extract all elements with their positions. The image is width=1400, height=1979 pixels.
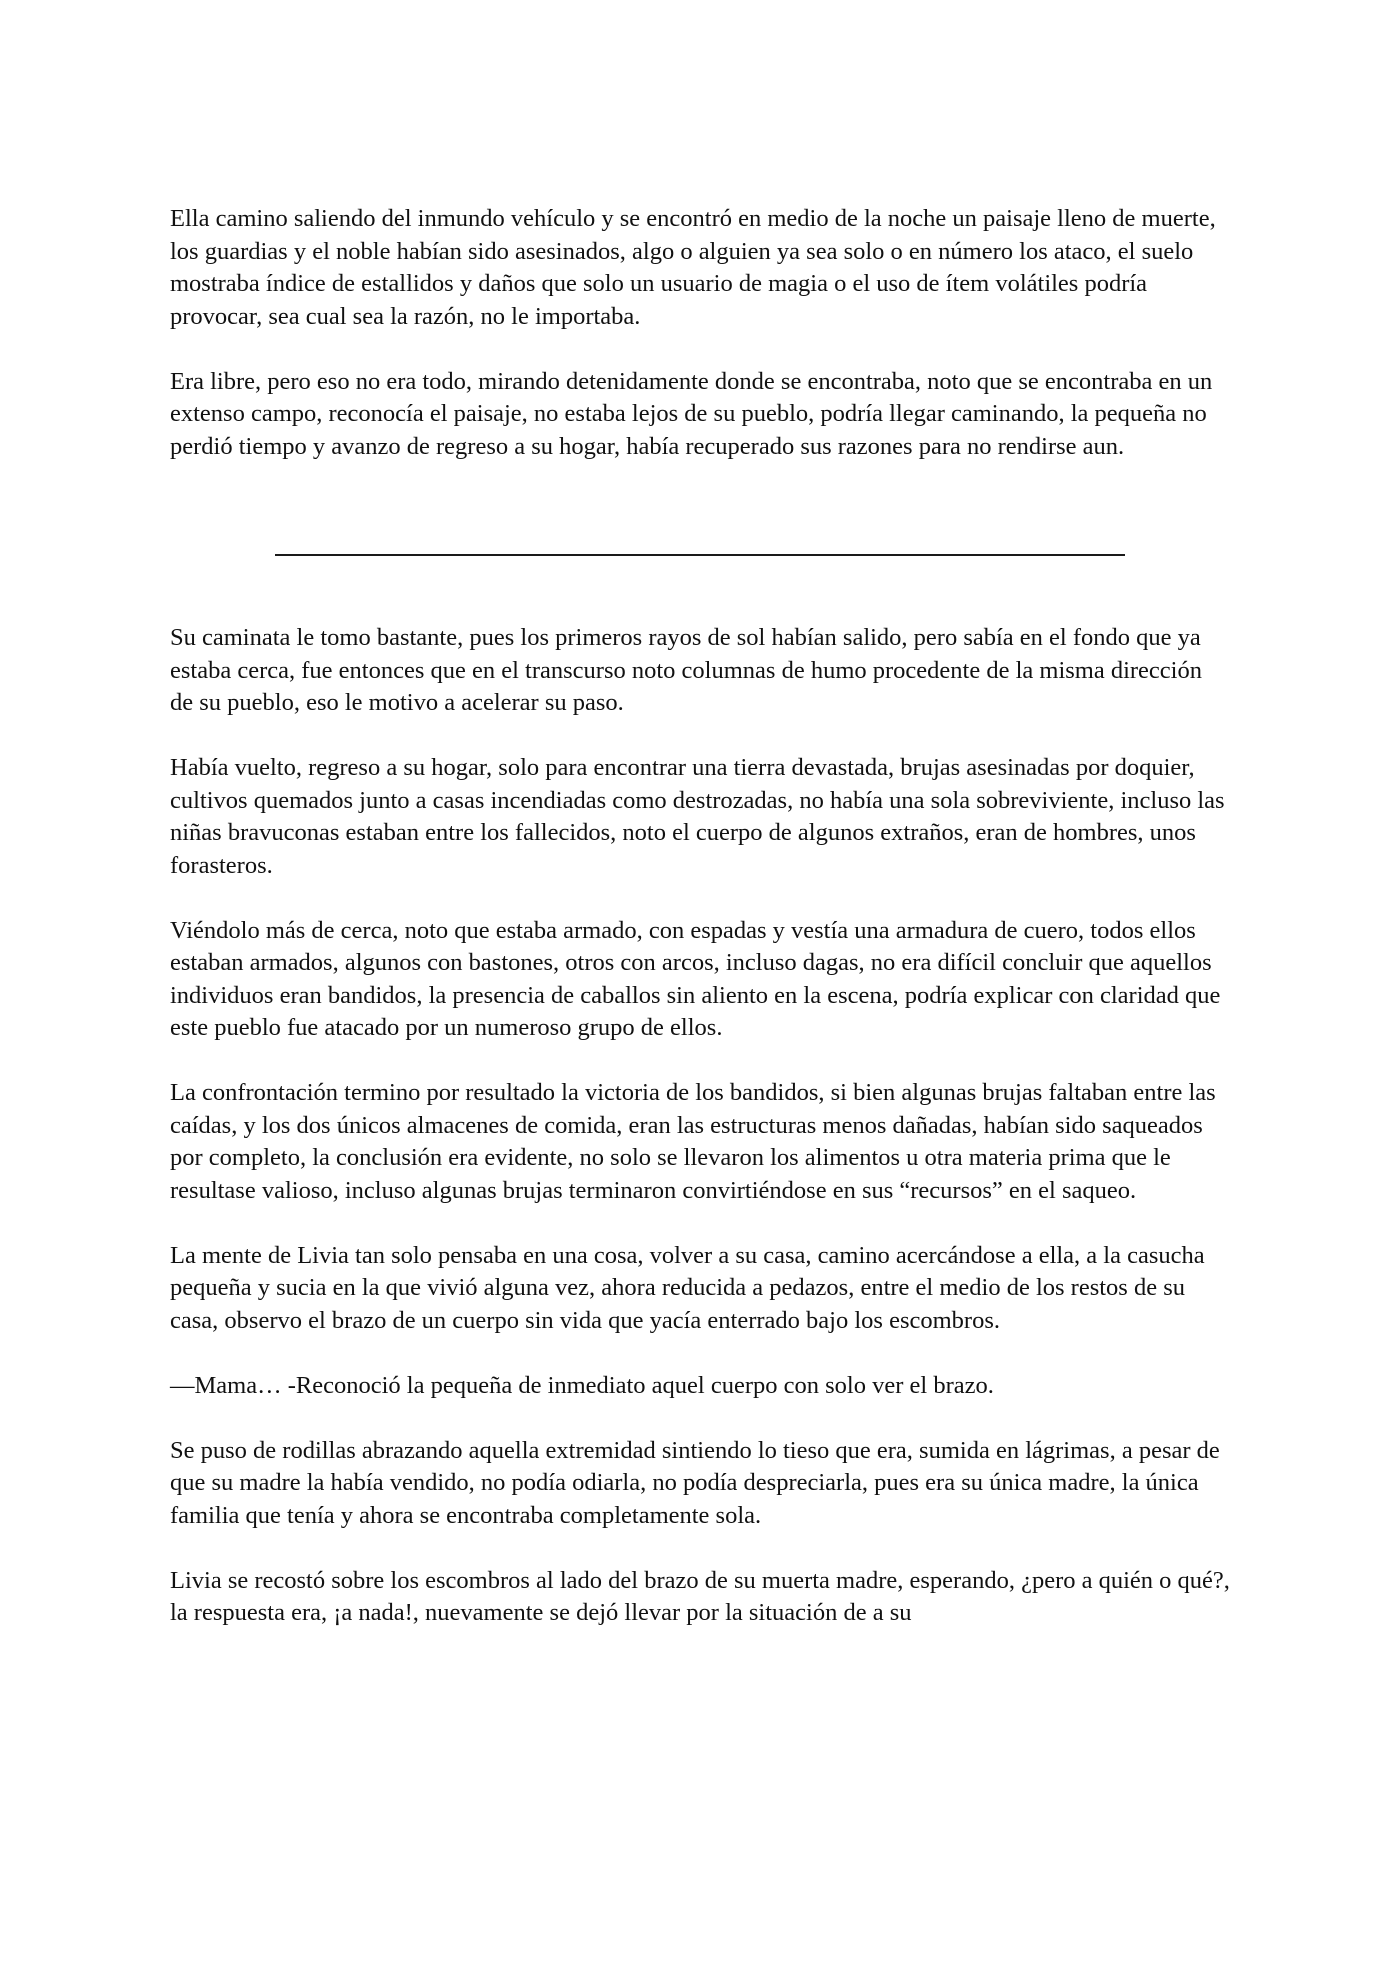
section-divider-line xyxy=(275,554,1125,556)
paragraph: Se puso de rodillas abrazando aquella extremidad sintiendo lo tieso que era, sumida en lágrimas, a pesar de que su madre la había vendido, no podía odiarla, no podía despreciarla, pues era su única madre, la única familia que tenía y ahora se encontraba completamente sola. xyxy=(170,1436,1220,1529)
paragraph: Su caminata le tomo bastante, pues los primeros rayos de sol habían salido, pero sabía en el fondo que ya estaba cerca, fue entonces que en el transcurso noto columnas de humo procedente de la misma dirección de su pueblo, eso le motivo a acelerar su paso. xyxy=(170,624,1202,716)
dialogue-line: —Mama… -Reconoció la pequeña de inmediato aquel cuerpo con solo ver el brazo. xyxy=(170,1371,994,1399)
paragraph: La mente de Livia tan solo pensaba en una cosa, volver a su casa, camino acercándose a ella, a la casucha pequeña y sucia en la que vivió alguna vez, ahora reducida a pedazos, entre el medio de los restos de su casa, observo el brazo de un cuerpo sin vida que yacía enterrado bajo los escombros. xyxy=(170,1241,1205,1334)
section-one xyxy=(170,203,1230,496)
paragraph: Era libre, pero eso no era todo, mirando detenidamente donde se encontraba, noto que se encontraba en un extenso campo, reconocía el paisaje, no estaba lejos de su pueblo, podría llegar caminando, la pequeña no perdió tiempo y avanzo de regreso a su hogar, había recuperado sus razones para no rendirse aun. xyxy=(170,367,1213,460)
paragraph: Ella camino saliendo del inmundo vehículo y se encontró en medio de la noche un paisaje lleno de muerte, los guardias y el noble habían sido asesinados, algo o alguien ya sea solo o en número los ataco, el suelo mostraba índice de estallidos y daños que solo un usuario de magia o el uso de ítem volátiles podría provocar, sea cual sea la razón, no le importaba. xyxy=(170,205,1216,330)
paragraph: La confrontación termino por resultado la victoria de los bandidos, si bien algunas brujas faltaban entre las caídas, y los dos únicos almacenes de comida, eran las estructuras menos dañadas, habían sido saqueados por completo, la conclusión era evidente, no solo se llevaron los alimentos u otra materia prima que le resultase valioso, incluso algunas brujas terminaron convirtiéndose en sus “recursos” en el saqueo. xyxy=(170,1079,1216,1204)
section-two xyxy=(170,622,1230,1662)
paragraph: Viéndolo más de cerca, noto que estaba armado, con espadas y vestía una armadura de cuero, todos ellos estaban armados, algunos con bastones, otros con arcos, incluso dagas, no era difícil concluir que aquellos individuos eran bandidos, la presencia de caballos sin aliento en la escena, podría explicar con claridad que este pueblo fue atacado por un numeroso grupo de ellos. xyxy=(170,916,1221,1041)
paragraph: Livia se recostó sobre los escombros al lado del brazo de su muerta madre, esperando, ¿pero a quién o qué?, la respuesta era, ¡a nada!, nuevamente se dejó llevar por la situación de a su xyxy=(170,1566,1230,1626)
paragraph: Había vuelto, regreso a su hogar, solo para encontrar una tierra devastada, brujas asesinadas por doquier, cultivos quemados junto a casas incendiadas como destrozadas, no había una sola sobreviviente, incluso las niñas bravuconas estaban entre los fallecidos, noto el cuerpo de algunos extraños, eran de hombres, unos forasteros. xyxy=(170,754,1225,879)
